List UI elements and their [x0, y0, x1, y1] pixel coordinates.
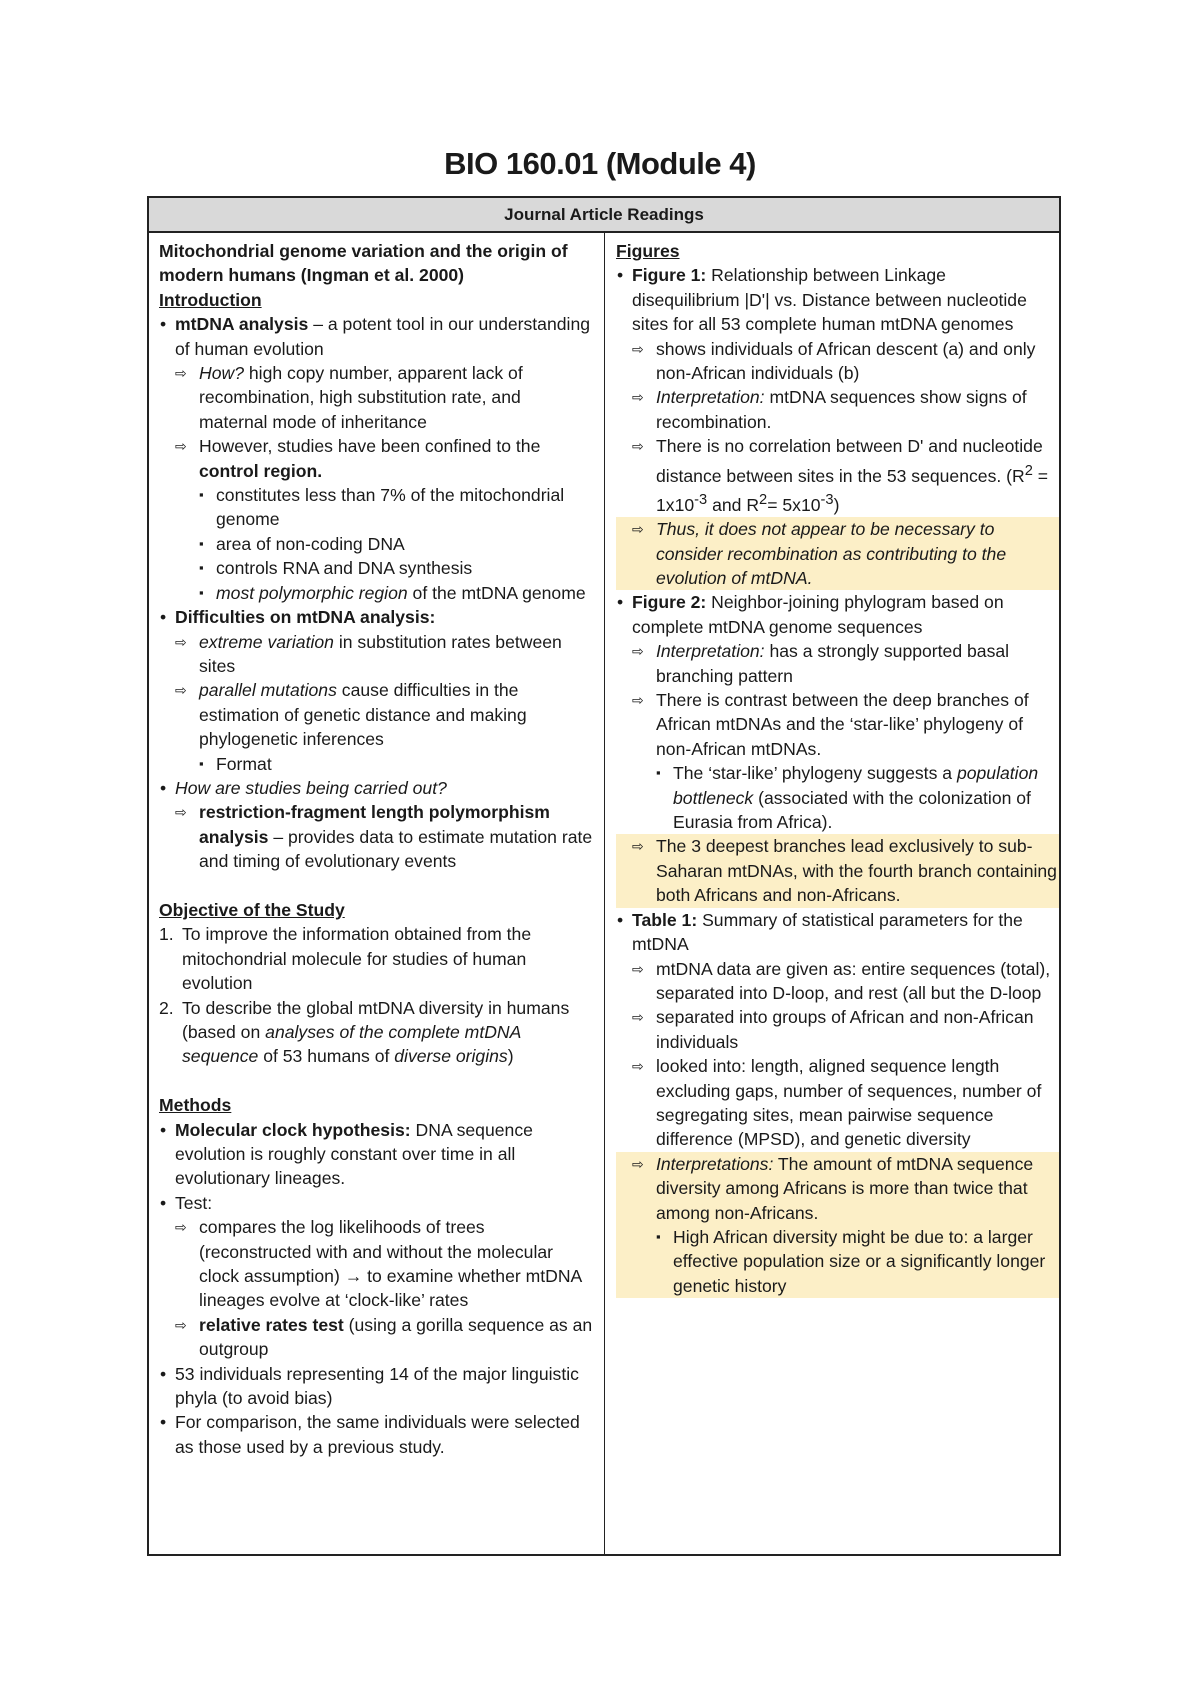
- right-column: [605, 233, 1059, 1556]
- arrow-icon: ⇨: [632, 521, 644, 538]
- arrow-icon: ⇨: [632, 438, 644, 455]
- arrow-icon: ⇨: [632, 1155, 644, 1172]
- list-item: ⇨ compares the log likelihoods of trees (reconstructed with and without the molecular clock assumption) → to examine whether mtDNA lineages evolve at ‘clock-like’ rates: [175, 1217, 582, 1311]
- list-item: ▪ constitutes less than 7% of the mitochondrial genome: [159, 483, 594, 532]
- list-item: ⇨ There is contrast between the deep branches of African mtDNAs and the ‘star-like’ phylogeny of non-African mtDNAs.: [632, 690, 1029, 759]
- list-item: ⇨ extreme variation in substitution rates between sites: [175, 631, 562, 676]
- arrow-icon: ⇨: [175, 633, 187, 650]
- notes-table: [147, 196, 1061, 1556]
- list-item: • Figure 1: Relationship between Linkage disequilibrium |D'| vs. Distance between nucleotide sites for all 53 complete human mtDNA genomes: [616, 263, 1053, 336]
- list-item: ⇨ There is no correlation between D' and nucleotide distance between sites in the 53 sequences. ($R^2 = 1x10^{-3}$ and $R^2= 5x10^{-3}$): [632, 436, 1049, 515]
- highlighted-item: ▪ High African diversity might be due to: a larger effective population size or a significantly longer genetic history: [616, 1225, 1059, 1298]
- list-item: ▪ Format: [159, 752, 594, 776]
- page-title: BIO 160.01 (Module 4): [444, 146, 756, 181]
- list-item: • Difficulties on mtDNA analysis:: [159, 605, 594, 629]
- list-item: ⇨ How? high copy number, apparent lack of recombination, high substitution rate, and maternal mode of inheritance: [175, 363, 523, 432]
- list-item: • For comparison, the same individuals were selected as those used by a previous study.: [159, 1410, 594, 1459]
- arrow-icon: ⇨: [632, 643, 644, 660]
- list-item: ▪ area of non-coding DNA: [159, 532, 594, 556]
- arrow-icon: ⇨: [632, 960, 644, 977]
- list-item: ⇨ mtDNA data are given as: entire sequences (total), separated into D-loop, and rest (all but the D-loop: [632, 958, 1051, 1003]
- arrow-icon: ⇨: [632, 838, 644, 855]
- arrow-icon: ⇨: [632, 1058, 644, 1075]
- list-item: • Molecular clock hypothesis: DNA sequence evolution is roughly constant over time in all evolutionary lineages.: [159, 1118, 594, 1191]
- highlighted-item: ⇨ Interpretations: The amount of mtDNA sequence diversity among Africans is more than twice that among non-Africans.: [616, 1152, 1059, 1225]
- list-item: • mtDNA analysis – a potent tool in our understanding of human evolution: [159, 312, 594, 361]
- list-item: ⇨ restriction-fragment length polymorphism analysis – provides data to estimate mutation rate and timing of evolutionary events: [175, 802, 593, 872]
- arrow-icon: ⇨: [175, 804, 187, 821]
- methods-heading: Methods: [159, 1095, 232, 1116]
- intro-heading: Introduction: [159, 289, 262, 310]
- list-item: ⇨ Interpretation: has a strongly supported basal branching pattern: [632, 641, 1010, 686]
- list-item: ⇨ looked into: length, aligned sequence length excluding gaps, number of sequences, number of segregating sites, mean pairwise sequence difference (MPSD), and genetic diversity: [632, 1056, 1042, 1150]
- list-item: ▪ The ‘star-like’ phylogeny suggests a population bottleneck (associated with the colonization of Eurasia from Africa).: [616, 761, 1053, 834]
- list-item: ▪ controls RNA and DNA synthesis: [159, 556, 594, 580]
- table-header: Journal Article Readings: [149, 198, 1059, 233]
- list-item: ⇨ However, studies have been confined to the control region.: [175, 436, 541, 481]
- left-column: [149, 233, 605, 1556]
- objective-heading: Objective of the Study: [159, 899, 345, 920]
- arrow-icon: ⇨: [632, 389, 644, 406]
- list-item: • Figure 2: Neighbor-joining phylogram based on complete mtDNA genome sequences: [616, 590, 1053, 639]
- figures-heading: Figures: [616, 241, 680, 261]
- list-item: 2. To describe the global mtDNA diversity in humans (based on analyses of the complete mtDNA sequence of 53 humans of diverse origins): [159, 997, 570, 1067]
- arrow-icon: ⇨: [632, 340, 644, 357]
- list-item: ⇨ parallel mutations cause difficulties in the estimation of genetic distance and making phylogenetic inferences: [175, 680, 527, 750]
- list-item: ⇨ relative rates test (using a gorilla sequence as an outgroup: [175, 1314, 593, 1360]
- arrow-icon: ⇨: [175, 1219, 187, 1236]
- arrow-icon: ⇨: [632, 1009, 644, 1026]
- arrow-icon: ⇨: [175, 1316, 187, 1333]
- arrow-icon: ⇨: [175, 438, 187, 455]
- list-item: • 53 individuals representing 14 of the major linguistic phyla (to avoid bias): [159, 1362, 594, 1411]
- article-title: Mitochondrial genome variation and the origin of modern humans (Ingman et al. 2000): [159, 241, 568, 286]
- arrow-icon: ⇨: [175, 682, 187, 699]
- list-item: ⇨ separated into groups of African and non-African individuals: [632, 1007, 1034, 1052]
- list-item: • Test:: [159, 1191, 594, 1215]
- arrow-icon: ⇨: [175, 365, 187, 382]
- list-item: 1. To improve the information obtained from the mitochondrial molecule for studies of human evolution: [159, 924, 532, 994]
- arrow-icon: ⇨: [632, 692, 644, 709]
- list-item: • Table 1: Summary of statistical parameters for the mtDNA: [616, 908, 1053, 957]
- list-item: ▪ most polymorphic region of the mtDNA genome: [159, 581, 594, 605]
- list-item: • How are studies being carried out?: [159, 776, 594, 800]
- highlighted-item: ⇨ Thus, it does not appear to be necessary to consider recombination as contributing to the evolution of mtDNA.: [616, 517, 1059, 590]
- list-item: ⇨ Interpretation: mtDNA sequences show signs of recombination.: [632, 387, 1027, 432]
- highlighted-item: ⇨ The 3 deepest branches lead exclusively to sub-Saharan mtDNAs, with the fourth branch containing both Africans and non-Africans.: [616, 834, 1059, 907]
- list-item: ⇨ shows individuals of African descent (a) and only non-African individuals (b): [632, 338, 1036, 384]
